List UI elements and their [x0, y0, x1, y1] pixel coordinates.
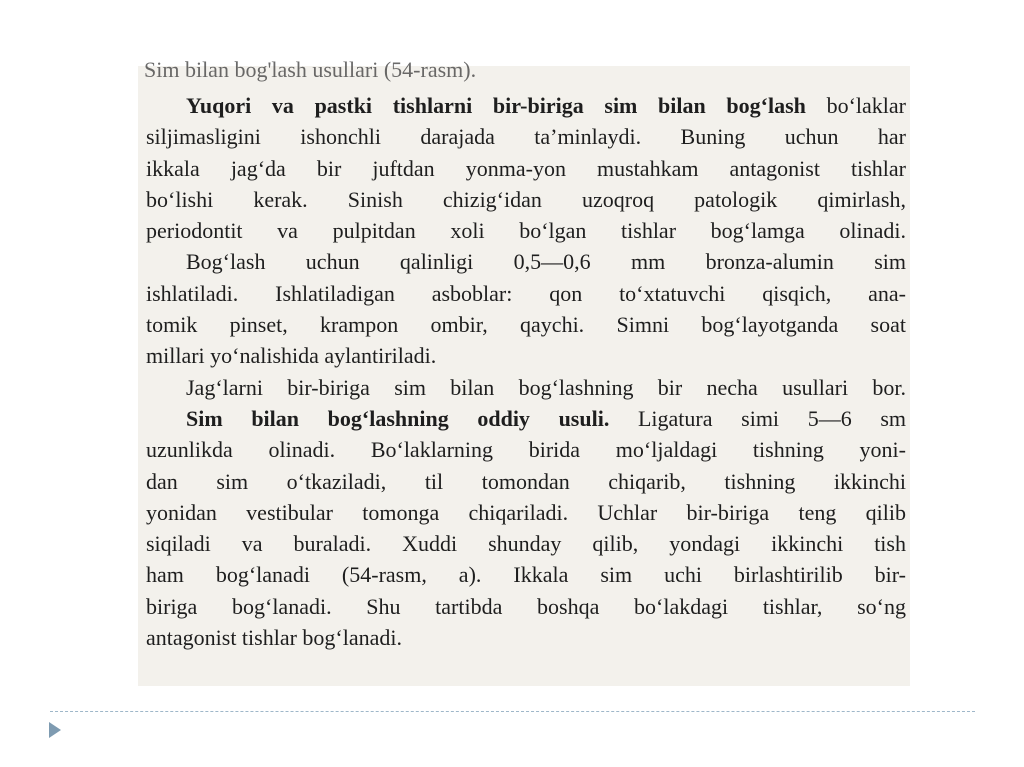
- line-text: antagonist tishlar bog‘lanadi.: [146, 625, 402, 651]
- cropped-previous-line: Sim bilan bog'lash usullari (54-rasm).: [144, 57, 477, 82]
- line-text: siqiladi va buraladi. Xuddi shunday qilib, yondagi ikkinchi tish: [146, 531, 906, 557]
- line-text: bo‘laklar: [805, 93, 906, 118]
- line-text: ham bog‘lanadi (54-rasm, a). Ikkala sim uchi birlashtirilib bir-: [146, 562, 906, 588]
- text-line: [146, 215, 906, 246]
- footer-divider: [50, 711, 975, 712]
- line-text: bo‘lishi kerak. Sinish chizig‘idan uzoqroq patologik qimirlash,: [146, 186, 906, 212]
- text-line: [146, 153, 906, 184]
- line-text: ikkala jag‘da bir juftdan yonma-yon mustahkam antagonist tishlar: [146, 155, 906, 181]
- bold-phrase: Sim bilan bog‘lashning oddiy usuli.: [186, 405, 610, 431]
- line-text: Jag‘larni bir-biriga sim bilan bog‘lashning bir necha usullari bor.: [186, 374, 906, 400]
- text-line: [146, 340, 906, 371]
- text-line: [146, 372, 906, 403]
- text-line: [146, 90, 906, 121]
- scanned-page: [138, 57, 910, 686]
- text-line: [146, 622, 906, 653]
- text-line: [146, 121, 906, 152]
- text-line: [146, 434, 906, 465]
- text-line: [146, 528, 906, 559]
- line-text: millari yo‘nalishida aylantiriladi.: [146, 343, 437, 369]
- text-line: [146, 278, 906, 309]
- text-line: [146, 246, 906, 277]
- line-text: biriga bog‘lanadi. Shu tartibda boshqa bo‘lakdagi tishlar, so‘ng: [146, 593, 906, 619]
- line-text: Ligatura simi 5—6 sm: [609, 405, 907, 431]
- line-text: tomik pinset, krampon ombir, qaychi. Simni bog‘layotganda soat: [146, 312, 906, 338]
- text-line: [146, 403, 906, 434]
- text-line: [146, 466, 906, 497]
- line-text: dan sim o‘tkaziladi, til tomondan chiqarib, tishning ikkinchi: [146, 468, 906, 494]
- line-text: periodontit va pulpitdan xoli bo‘lgan tishlar bog‘lamga olinadi.: [146, 218, 906, 244]
- line-text: siljimasligini ishonchli darajada ta’minlaydi. Buning uchun har: [146, 124, 906, 150]
- text-line: [146, 559, 906, 590]
- line-text: uzunlikda olinadi. Bo‘laklarning birida mo‘ljaldagi tishning yoni-: [146, 437, 906, 463]
- play-triangle-icon[interactable]: [49, 722, 61, 738]
- text-line: [146, 591, 906, 622]
- line-text: Bog‘lash uchun qalinligi 0,5—0,6 mm bronza-alumin sim: [186, 249, 906, 275]
- bold-phrase: Yuqori va pastki tishlarni bir-biriga sim bilan bog‘lash: [186, 93, 806, 118]
- text-line: [146, 309, 906, 340]
- page-text: [146, 90, 906, 653]
- line-text: yonidan vestibular tomonga chiqariladi. Uchlar bir-biriga teng qilib: [146, 499, 906, 525]
- text-line: [146, 184, 906, 215]
- text-line: [146, 497, 906, 528]
- line-text: ishlatiladi. Ishlatiladigan asboblar: qon to‘xtatuvchi qisqich, ana-: [146, 280, 906, 306]
